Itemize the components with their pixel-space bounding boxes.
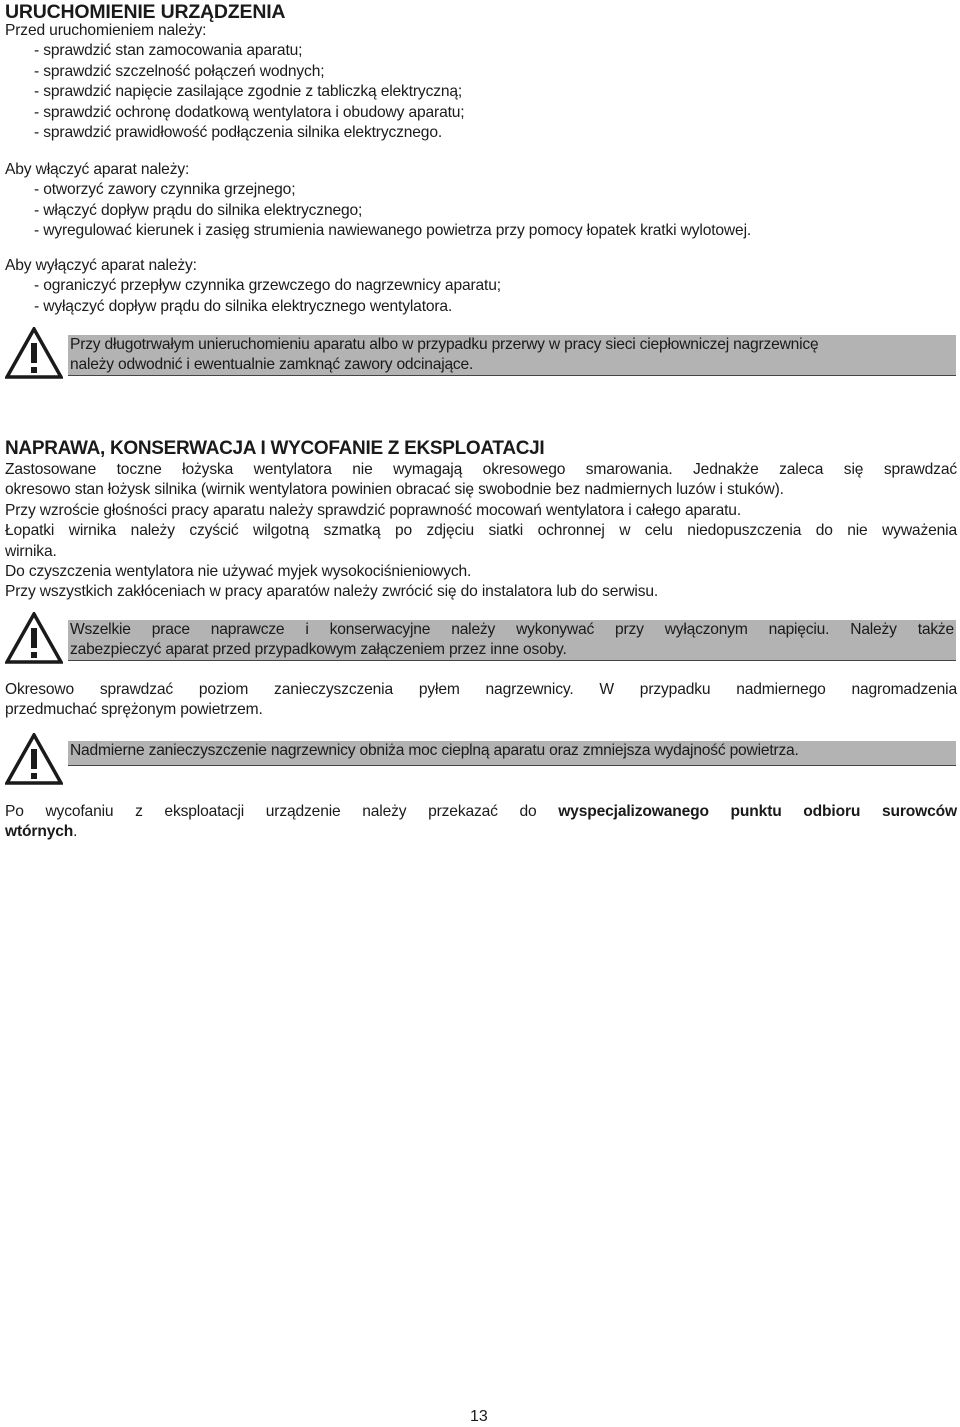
warning-text-line: Wszelkie prace naprawcze i konserwacyjne należy wykonywać przy wyłączonym napięciu. Należy także — [70, 621, 954, 638]
cleaning-text — [5, 680, 957, 721]
warning-text-line: należy odwodnić i ewentualnie zamknąć zawory odcinające. — [70, 356, 474, 374]
warning-triangle-icon — [5, 612, 63, 664]
turn-off-item: - ograniczyć przepływ czynnika grzewczego do nagrzewnicy aparatu; — [34, 277, 501, 295]
section-title-maintenance: NAPRAWA, KONSERWACJA I WYCOFANIE Z EKSPLOATACJI — [5, 438, 545, 459]
check-item: - sprawdzić napięcie zasilające zgodnie z tabliczką elektryczną; — [34, 83, 463, 101]
maintenance-para-line: Przy wszystkich zakłóceniach w pracy aparatów należy zwrócić się do instalatora lub do serwisu. — [5, 583, 659, 601]
disposal-bold-text: wyspecjalizowanego punktu odbioru surowców — [558, 803, 957, 820]
turn-on-item: - wyregulować kierunek i zasięg strumienia nawiewanego powietrza przy pomocy łopatek kratki wylotowej. — [34, 222, 752, 240]
page-number: 13 — [470, 1408, 488, 1425]
disposal-para-line — [5, 822, 957, 842]
warning-text-line: zabezpieczyć aparat przed przypadkowym załączeniem przez inne osoby. — [70, 641, 567, 659]
turn-on-steps — [5, 160, 957, 242]
turn-off-intro: Aby wyłączyć aparat należy: — [5, 257, 197, 274]
turn-on-intro: Aby włączyć aparat należy: — [5, 161, 190, 178]
disposal-normal-text: Po wycofaniu z eksploatacji urządzenie należy przekazać do — [5, 803, 537, 820]
warning-triangle-icon — [5, 733, 63, 785]
warning-dirt — [5, 733, 957, 783]
section-title-startup: URUCHOMIENIE URZĄDZENIA — [5, 1, 286, 23]
maintenance-para-line: Łopatki wirnika należy czyścić wilgotną szmatką po zdjęciu siatki ochronnej w celu niedopuszczenia do nie wyważenia — [5, 522, 957, 540]
warning-text-line: Przy długotrwałym unieruchomieniu aparatu albo w przypadku przerwy w pracy sieci ciepłowniczej nagrzewnicę — [70, 336, 819, 353]
maintenance-para-line: Zastosowane toczne łożyska wentylatora nie wymagają okresowego smarowania. Jednakże zaleca się sprawdzać — [5, 461, 957, 478]
startup-checks — [5, 21, 957, 143]
disposal-end-text: . — [73, 823, 78, 841]
warning-triangle-icon — [5, 327, 63, 379]
warning-shutdown-text — [68, 335, 956, 376]
check-item: - sprawdzić stan zamocowania aparatu; — [34, 42, 303, 60]
warning-maintenance-voltage — [5, 612, 957, 662]
turn-on-item: - włączyć dopływ prądu do silnika elektrycznego; — [34, 201, 363, 219]
startup-intro: Przed uruchomieniem należy: — [5, 22, 207, 39]
maintenance-text — [5, 460, 957, 603]
maintenance-para-line: Przy wzroście głośności pracy aparatu należy sprawdzić poprawność mocowań wentylatora i całego aparatu. — [5, 501, 742, 519]
cleaning-para-line: przedmuchać sprężonym powietrzem. — [5, 701, 263, 719]
turn-off-steps — [5, 256, 957, 317]
maintenance-para-line: wirnika. — [5, 542, 57, 560]
warning-shutdown — [5, 327, 957, 377]
check-item: - sprawdzić ochronę dodatkową wentylatora i obudowy aparatu; — [34, 103, 465, 121]
warning-dirt-text — [68, 741, 956, 766]
maintenance-para-line: Do czyszczenia wentylatora nie używać myjek wysokociśnieniowych. — [5, 563, 472, 581]
turn-on-item: - otworzyć zawory czynnika grzejnego; — [34, 181, 296, 199]
warning-text-line: Nadmierne zanieczyszczenie nagrzewnicy obniża moc cieplną aparatu oraz zmniejsza wydajność powietrza. — [70, 742, 799, 759]
disposal-bold-text: wtórnych — [5, 823, 74, 841]
turn-off-item: - wyłączyć dopływ prądu do silnika elektrycznego wentylatora. — [34, 297, 453, 315]
check-item: - sprawdzić prawidłowość podłączenia silnika elektrycznego. — [34, 124, 443, 142]
maintenance-para-line: okresowo stan łożysk silnika (wirnik wentylatora powinien obracać się swobodnie bez nadmiernych luzów i stuków). — [5, 481, 784, 499]
cleaning-para-line: Okresowo sprawdzać poziom zanieczyszczenia pyłem nagrzewnicy. W przypadku nadmiernego nagromadzenia — [5, 681, 957, 698]
disposal-para-line — [5, 802, 957, 822]
warning-voltage-text — [68, 620, 956, 661]
disposal-text — [5, 802, 957, 843]
check-item: - sprawdzić szczelność połączeń wodnych; — [34, 62, 325, 80]
